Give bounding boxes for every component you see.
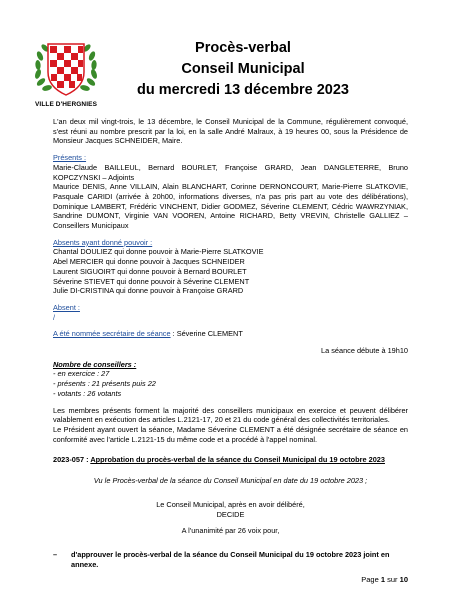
coat-of-arms-icon [31,38,101,100]
deliberation-title: Approbation du procès-verbal de la séance du Conseil Municipal du 19 octobre 2023 [90,455,385,465]
unanimite-line: A l'unanimité par 26 voix pour, [181,526,280,536]
approve-text: d'approuver le procès-verbal de la séance du Conseil Municipal du 19 octobre 2023 joint en annexe. [71,549,390,569]
deliberation-heading: 2023-057 : Approbation du procès-verbal de la séance du Conseil Municipal du 19 octobre 2023 [53,455,385,465]
nombre-item: - présents : 21 présents puis 22 [53,379,156,389]
title-line-3: du mercredi 13 décembre 2023 [137,82,349,98]
intro-paragraph: L'an deux mil vingt-trois, le 13 décembre, le Conseil Municipal de la Commune, régulièrement convoqué, s'est réuni au nombre prescrit par la loi, en la salle André Malraux, à 19 heures 00, sous la Présidence de Monsieur Jacques SCHNEIDER, Maire. [53,117,408,146]
deliberation-number: 2023-057 [53,455,85,465]
secretaire-name: : Séverine CLEMENT [170,329,243,339]
present-conseillers: Maurice DENIS, Anne VILLAIN, Alain BLANCHART, Corinne DERNONCOURT, Marie-Pierre SLATKOVIE, Pasquale CARIDI (arrivée à 20h00, informations diverses, n'a pas pris part au vote des délibérations), Dominique LAMBERT, Frédéric VINCHENT, Didier GODMEZ, Séverine CLEMENT, Cédric WAWRZYNIAK, Sandrine DUMONT, Virginie VAN VOOREN, Antoine RICHARD, Betty VREVIN, Christelle GALLIEZ – Conseillers Municipaux [53,182,408,231]
decide-line: DECIDE [216,509,245,519]
pouvoir-item: Abel MERCIER qui donne pouvoir à Jacques SCHNEIDER [53,257,245,267]
title-line-1: Procès-verbal [195,40,291,56]
nombre-item: - en exercice : 27 [53,369,110,379]
secretaire-line [53,329,408,339]
pouvoir-item: Séverine STIEVET qui donne pouvoir à Séverine CLEMENT [53,276,250,286]
pouvoir-item: Chantal DOULIEZ qui donne pouvoir à Marie-Pierre SLATKOVIE [53,247,264,257]
title-line-2: Conseil Municipal [181,61,305,77]
absents-pouvoir-heading: Absents ayant donné pouvoir : [53,237,153,247]
designation-paragraph: Le Président ayant ouvert la séance, Madame Séverine CLEMENT a été désignée secrétaire de séance en conformité avec l'article L.2121-15 du même code et a procédé à l'appel nominal. [53,424,408,444]
present-adjoints: Marie-Claude BAILLEUL, Bernard BOURLET, Françoise GRARD, Jean DANGLETERRE, Bruno KOPCZYNSKI – Adjoints [53,162,408,182]
absent-heading: Absent : [53,302,80,312]
page-number: Page 1 sur 10 [361,575,408,584]
secretaire-label: A été nommée secrétaire de séance [53,329,171,339]
page-title [118,38,368,101]
conseil-line: Le Conseil Municipal, après en avoir délibéré, [156,499,305,509]
absent-value: / [53,312,56,322]
pouvoir-item: Julie DI-CRISTINA qui donne pouvoir à Françoise GRARD [53,286,244,296]
seance-debut: La séance débute à 19h10 [321,346,408,356]
town-logo [30,38,102,108]
nombre-heading: Nombre de conseillers : [53,359,137,369]
vu-line: Vu le Procès-verbal de la séance du Conseil Municipal en date du 19 octobre 2023 ; [93,476,368,486]
nombre-item: - votants : 26 votants [53,388,122,398]
approve-item [53,550,408,569]
dash-bullet-icon: – [53,549,58,559]
pouvoir-item: Laurent SIGUOIRT qui donne pouvoir à Bernard BOURLET [53,266,247,276]
quorum-paragraph: Les membres présents forment la majorité des conseillers municipaux en exercice et peuvent délibérer valablement en exécution des articles L.2121-17, 20 et 21 du code général des collectivités territoriales. [53,405,408,425]
logo-caption: VILLE D'HERGNIES [34,101,97,108]
document-body [53,117,408,569]
present-heading: Présents : [53,153,87,163]
